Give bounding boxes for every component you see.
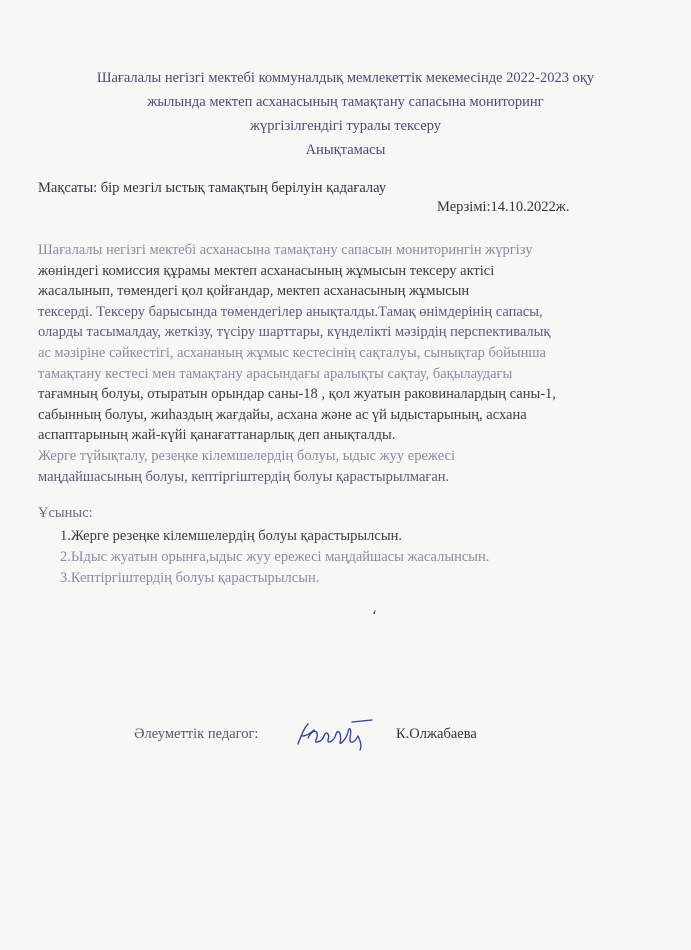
- recommendations-heading: Ұсыныс:: [38, 505, 93, 521]
- body-line: Шағалалы негізгі мектебі асханасына тамақтану сапасын мониторингін жүргізу: [38, 242, 533, 258]
- recommendation-item: 3.Кептіргіштердің болуы қарастырылсын.: [60, 570, 320, 586]
- title-line-1: Шағалалы негізгі мектебі коммуналдық мемлекеттік мекемесінде 2022-2023 оқу: [96, 70, 595, 86]
- body-line: аспаптарының жай-күйі қанағаттанарлық деп анықталды.: [38, 427, 396, 444]
- body-line: маңдайшасының болуы, кептіргіштердің болуы қарастырылмаған.: [38, 468, 450, 485]
- handwritten-signature: [292, 714, 378, 754]
- body-line: тағамның болуы, отыратын орындар саны-18 , қол жуатын раковиналардың саны-1,: [38, 386, 556, 403]
- document-date: Мерзімі:14.10.2022ж.: [437, 199, 570, 215]
- signature-role: Әлеуметтік педагог:: [134, 726, 259, 742]
- body-line: Жерге түйықталу, резеңке кілемшелердің болуы, ыдыс жуу ережесі: [38, 447, 456, 464]
- body-paragraph: [38, 240, 648, 487]
- body-line: сабынның болуы, жиһаздың жағдайы, асхана және ас үй ыдыстарының, асхана: [38, 406, 527, 423]
- recommendations-list: [60, 526, 489, 589]
- body-line: жасалынып, төмендегі қол қойғандар, мектеп асханасының жұмысын: [38, 283, 470, 300]
- body-line: оларды тасымалдау, жеткізу, түсіру шарттары, күнделікті мәзірдің перспективалық: [38, 324, 551, 341]
- body-line: тексерді. Тексеру барысында төмендегілер анықталды.Тамақ өнімдерінің сапасы,: [38, 303, 543, 320]
- purpose-line: Мақсаты: бір мезгіл ыстық тамақтың берілуін қадағалау: [38, 180, 387, 196]
- body-line: тамақтану кестесі мен тамақтану арасындағы аралықты сақтау, бақылаудағы: [38, 365, 513, 382]
- recommendation-item: 2.Ыдыс жуатын орынға,ыдыс жуу ережесі маңдайшасы жасалынсын.: [60, 549, 490, 565]
- title-line-3: жүргізілгендігі туралы тексеру: [249, 118, 442, 134]
- title-line-2: жылында мектеп асханасының тамақтану сапасына мониторинг: [147, 94, 544, 110]
- title-line-4: Анықтамасы: [305, 142, 386, 158]
- stray-mark: ،: [372, 603, 377, 618]
- document-title: [0, 66, 691, 162]
- signature-name: К.Олжабаева: [396, 726, 477, 742]
- signature-row: [0, 726, 691, 756]
- body-line: ас мәзіріне сәйкестігі, асхананың жұмыс кестесінің сақталуы, сынықтар бойынша: [38, 344, 546, 361]
- body-line: жөніндегі комиссия құрамы мектеп асханасының жұмысын тексеру актісі: [38, 262, 495, 279]
- recommendation-item: 1.Жерге резеңке кілемшелердің болуы қарастырылсын.: [60, 528, 402, 544]
